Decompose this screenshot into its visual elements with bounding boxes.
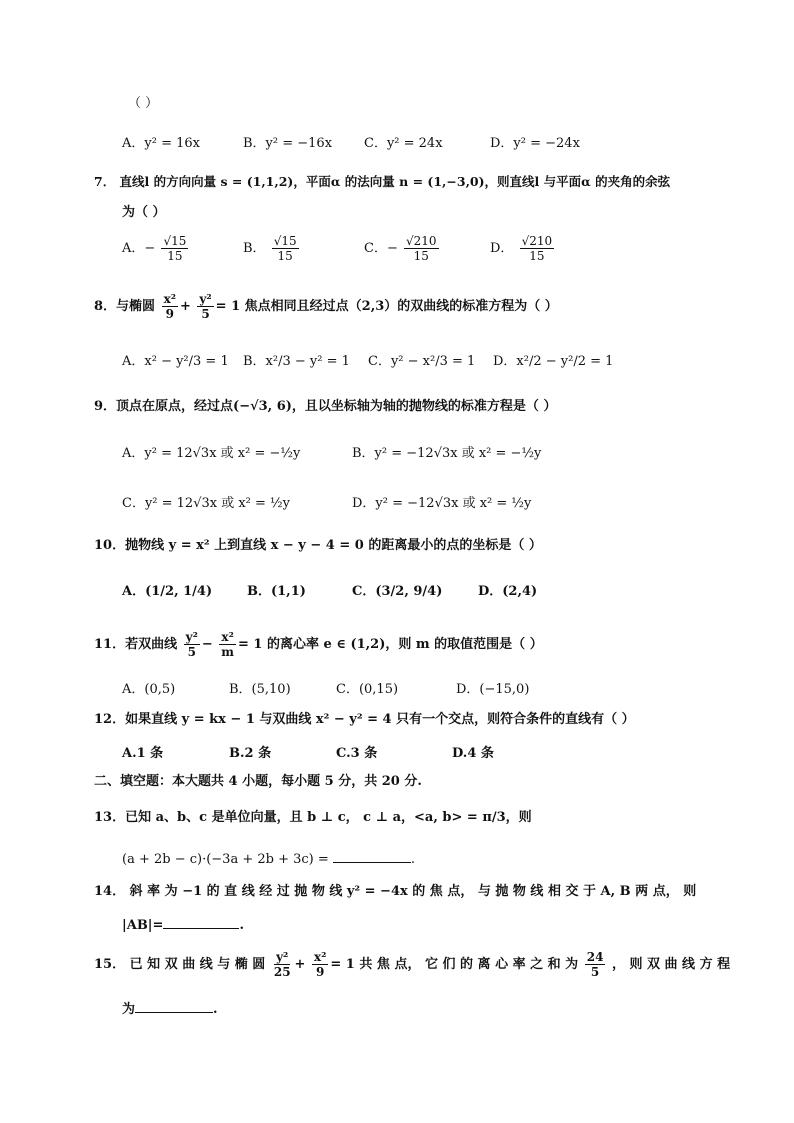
q11-option-c: C．(0,15) (336, 682, 399, 697)
q10-option-c: C．(3/2, 9/4) (352, 584, 443, 599)
q15-answer-blank[interactable] (135, 998, 213, 1013)
q7-option-d: D． $\frac{√210}{15}$ (490, 234, 553, 263)
q10-option-d: D．(2,4) (478, 584, 538, 599)
q9-option-d: D．y² = −12√3x 或 x² = ½y (352, 496, 532, 511)
q10-option-a: A．(1/2, 1/4) (122, 584, 213, 599)
q8-option-b: B．x²/3 − y² = 1 (243, 354, 350, 369)
q14-answer-blank[interactable] (163, 914, 239, 929)
q12-option-d: D.4 条 (452, 746, 494, 761)
q14-line2: |AB|= . (122, 914, 244, 936)
q10-stem: 10．抛物线 y = x² 上到直线 x − y − 4 = 0 的距离最小的点的坐标是（ ） (94, 538, 542, 553)
q13-expression: (a + 2b − c)·(−3a + 2b + 3c) = . (122, 848, 415, 870)
q13-stem: 13．已知 a、b、c 是单位向量，且 b ⊥ c， c ⊥ a，<a, b> = π/3，则 (94, 810, 532, 825)
q7-stem-continued: 为（ ） (122, 205, 166, 220)
q15-stem: 15． 已 知 双 曲 线 与 椭 圆 $\frac{\text{y²}}{25}$ + $\frac{\text{x²}}{9}$ = 1 共 焦 点， 它 们 的 离 心 率 之 和 为 $\frac{24}{5}$ ， 则 双 曲 线 方 程 (94, 950, 731, 979)
section-2-heading: 二、填空题：本大题共 4 小题，每小题 5 分，共 20 分. (94, 774, 422, 789)
q8-option-d: D．x²/2 − y²/2 = 1 (493, 354, 614, 369)
q9-option-a: A．y² = 12√3x 或 x² = −½y (122, 446, 301, 461)
q8-stem: 8．与椭圆 $\frac{\text{x²}}{9}$ + $\frac{\text{y²}}{5}$ = 1 焦点相同且经过点（2,3）的双曲线的标准方程为（ ） (94, 292, 558, 321)
q8-ellipse-term2: $\frac{\text{y²}}{5}$ (199, 292, 212, 321)
q7-option-b: B． $\frac{√15}{15}$ (243, 234, 297, 263)
q9-stem: 9．顶点在原点，经过点(−√3, 6)，且以坐标轴为轴的抛物线的标准方程是（ ） (94, 399, 557, 414)
q8-ellipse-term1: $\frac{\text{x²}}{9}$ (163, 292, 176, 321)
q10-option-b: B．(1,1) (247, 584, 306, 599)
q11-option-d: D．(−15,0) (456, 682, 530, 697)
q15-ellipse-term2: $\frac{\text{x²}}{9}$ (313, 950, 327, 979)
q15-ellipse-term1: $\frac{\text{y²}}{25}$ (273, 950, 291, 979)
q13-answer-blank[interactable] (333, 848, 411, 863)
q6-option-b: B．y² = −16x (243, 136, 333, 151)
q15-eccentricity-sum: $\frac{24}{5}$ (586, 950, 604, 979)
q14-stem: 14． 斜 率 为 −1 的 直 线 经 过 抛 物 线 y² = −4x 的 焦 点， 与 抛 物 线 相 交 于 A, B 两 点， 则 (94, 884, 697, 899)
q7-option-c: C．− $\frac{√210}{15}$ (364, 234, 437, 263)
q9-option-b: B．y² = −12√3x 或 x² = −½y (352, 446, 542, 461)
q11-term1: $\frac{\text{y²}}{5}$ (185, 630, 198, 659)
q6-option-d: D．y² = −24x (490, 136, 580, 151)
q12-option-c: C.3 条 (336, 746, 378, 761)
q8-option-c: C．y² − x²/3 = 1 (368, 354, 476, 369)
q11-option-b: B．(5,10) (229, 682, 291, 697)
q6-option-a: A．y² = 16x (122, 136, 200, 151)
q12-option-a: A.1 条 (122, 746, 164, 761)
q12-stem: 12．如果直线 y = kx − 1 与双曲线 x² − y² = 4 只有一个交点，则符合条件的直线有（ ） (94, 712, 635, 727)
q6-option-c: C．y² = 24x (364, 136, 443, 151)
q11-term2: $\frac{\text{x²}}{m}$ (221, 630, 234, 659)
q7-stem: 7． 直线l 的方向向量 s = (1,1,2)，平面α 的法向量 n = (1,−3,0)，则直线l 与平面α 的夹角的余弦 (94, 174, 671, 189)
q8-option-a: A．x² − y²/3 = 1 (122, 354, 229, 369)
q12-option-b: B.2 条 (229, 746, 272, 761)
q11-stem: 11．若双曲线 $\frac{\text{y²}}{5}$ − $\frac{\text{x²}}{m}$ = 1 的离心率 e ∈ (1,2)，则 m 的取值范围是（ ） (94, 630, 543, 659)
q15-line2: 为 . (122, 998, 218, 1020)
q11-option-a: A．(0,5) (122, 682, 176, 697)
q7-option-a: A．− $\frac{√15}{15}$ (122, 234, 187, 263)
q9-option-c: C．y² = 12√3x 或 x² = ½y (122, 496, 290, 511)
q6-answer-paren: （ ） (128, 96, 159, 111)
